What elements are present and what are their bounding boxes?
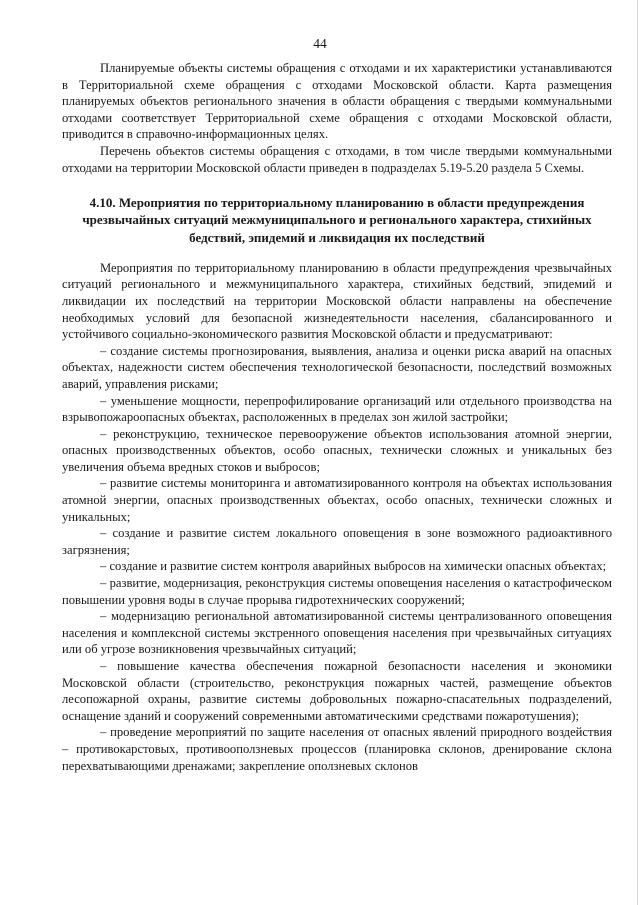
section-intro: Мероприятия по территориальному планированию в области предупреждения чрезвычайных ситуаций регионального и межмуниципального характера, стихийных бедствий, эпидемий и ликвидации их последствий на территории Московской области направлены на обеспечение необходимых условий для безопасной жизнедеятельности населения, сбалансированного и устойчивого социально-экономического развития Московской области и предусматривают: [62, 260, 612, 342]
list-item: – модернизацию региональной автоматизированной системы централизованного оповещения населения и комплексной системы экстренного оповещения населения при чрезвычайных ситуациях или об угрозе возникновения чрезвычайных ситуаций; [62, 609, 612, 657]
scan-edge-divider [637, 0, 638, 905]
list-item: – развитие системы мониторинга и автоматизированного контроля на объектах использования атомной энергии, опасных производственных объектах, особо опасных, технически сложных и уникальных; [62, 476, 612, 524]
list-item: – развитие, модернизация, реконструкция системы оповещения населения о катастрофическом повышении уровня воды в случае прорыва гидротехнических сооружений; [62, 576, 612, 607]
list-item: – создание системы прогнозирования, выявления, анализа и оценки риска аварий на опасных объектах, надежности систем обеспечения технологической безопасности, последствий возможных аварий, управления рисками; [62, 343, 612, 391]
list-item: – проведение мероприятий по защите населения от опасных явлений природного воздействия – противокарстовых, противооползневых процессов (планировка склонов, дренирование склона перехватывающими дренажами; закрепление оползневых склонов [62, 725, 612, 773]
paragraph-planned-objects: Планируемые объекты системы обращения с отходами и их характеристики устанавливаются в Территориальной схеме обращения с отходами Московской области. Карта размещения планируемых объектов регионального значения в области обращения с твердыми коммунальными отходами соответствует Территориальной схеме обращения с отходами Московской области, приводится в справочно-информационных целях. [62, 61, 612, 142]
page-number: 44 [313, 36, 327, 51]
paragraph-objects-list: Перечень объектов системы обращения с отходами, в том числе твердыми коммунальными отходами на территории Московской области приведен в подразделах 5.19-5.20 раздела 5 Схемы. [62, 143, 612, 175]
document-body [62, 60, 612, 774]
section-heading: 4.10. Мероприятия по территориальному планированию в области предупреждения чрезвычайных ситуаций межмуниципального и регионального характера, стихийных бедствий, эпидемий и ликвидация их последствий [82, 195, 592, 245]
list-item: – создание и развитие систем локального оповещения в зоне возможного радиоактивного загрязнения; [62, 526, 612, 557]
list-item: – создание и развитие систем контроля аварийных выбросов на химически опасных объектах; [100, 559, 607, 574]
list-item: – уменьшение мощности, перепрофилирование организаций или отдельного производства на взрывопожароопасных объектах, расположенных в пределах зон жилой застройки; [62, 393, 612, 425]
list-item: – повышение качества обеспечения пожарной безопасности населения и экономики Московской области (строительство, реконструкция пожарных частей, размещение объектов лесопожарной охраны, развитие системы добровольных пожарно-спасательных подразделений, оснащение зданий и сооружений современными автоматическими средствами пожаротушения); [62, 659, 612, 723]
list-item: – реконструкцию, техническое перевооружение объектов использования атомной энергии, опасных производственных объектов, особо опасных, технически сложных и уникальных без увеличения объема вредных стоков и выбросов; [62, 426, 612, 474]
